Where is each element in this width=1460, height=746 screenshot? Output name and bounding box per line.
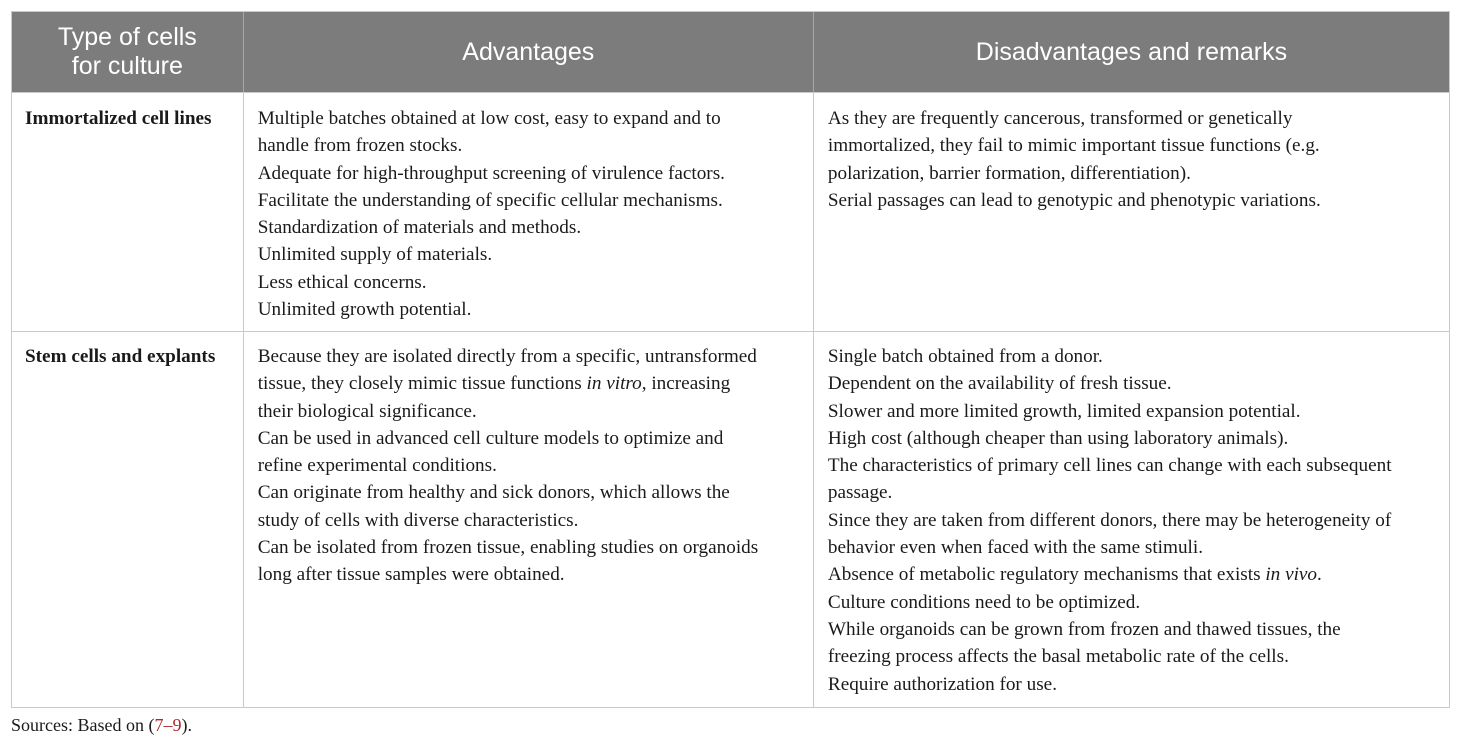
table-row	[12, 331, 1449, 707]
cell-text-line: long after tissue samples were obtained.	[257, 564, 565, 586]
cell-text-line: study of cells with diverse characteristics.	[257, 509, 579, 531]
cell-text-line: Adequate for high-throughput screening of virulence factors.	[257, 162, 725, 184]
cell-text-line: behavior even when faced with the same stimuli.	[827, 537, 1203, 559]
cell-disadvantages	[814, 93, 1449, 331]
cell-text-line: Can be used in advanced cell culture models to optimize and	[257, 427, 724, 449]
cell-text-line: Dependent on the availability of fresh tissue.	[827, 373, 1172, 395]
table-footnote	[11, 713, 192, 737]
cell-text-line: Unlimited growth potential.	[257, 299, 472, 321]
cell-text-line: Can be isolated from frozen tissue, enabling studies on organoids	[257, 537, 759, 559]
comparison-table	[11, 11, 1450, 708]
footnote-suffix: ).	[181, 715, 192, 735]
header-type-of-cells	[12, 12, 244, 92]
cell-text-line: Require authorization for use.	[827, 673, 1057, 695]
cell-text-line: While organoids can be grown from frozen and thawed tissues, the	[827, 618, 1341, 640]
cell-text-line: Since they are taken from different donors, there may be heterogeneity of	[827, 509, 1392, 531]
cell-text-line: Unlimited supply of materials.	[257, 244, 493, 266]
header-advantages: Advantages	[244, 12, 814, 92]
cell-disadvantages	[814, 332, 1449, 707]
cell-text-line: Standardization of materials and methods.	[257, 217, 582, 239]
header-type-line: for culture	[71, 52, 183, 80]
cell-text-line: Because they are isolated directly from a specific, untransformed	[257, 346, 757, 367]
cell-advantages	[244, 332, 814, 707]
cell-type: Immortalized cell lines	[12, 93, 244, 331]
cell-text-line: Absence of metabolic regulatory mechanisms that exists in vivo.	[827, 564, 1322, 586]
cell-text-line: As they are frequently cancerous, transformed or genetically	[827, 108, 1293, 129]
cell-text-line: Single batch obtained from a donor.	[827, 346, 1103, 367]
cell-advantages	[244, 93, 814, 331]
cell-text-line: refine experimental conditions.	[257, 455, 497, 477]
footnote-prefix: Sources: Based on (	[11, 715, 155, 735]
cell-text-line: handle from frozen stocks.	[257, 135, 463, 157]
cell-text-line: immortalized, they fail to mimic important tissue functions (e.g.	[827, 135, 1320, 157]
reference-link[interactable]: 7–9	[154, 715, 182, 735]
cell-text-line: Less ethical concerns.	[257, 271, 427, 293]
cell-type: Stem cells and explants	[12, 332, 244, 707]
cell-text-line: Slower and more limited growth, limited expansion potential.	[827, 400, 1301, 422]
cell-text-line: Culture conditions need to be optimized.	[827, 591, 1141, 613]
cell-text-line: passage.	[827, 482, 893, 504]
table-header-row	[12, 12, 1449, 92]
italic-term: in vitro	[586, 373, 642, 395]
cell-text-line: High cost (although cheaper than using laboratory animals).	[827, 427, 1289, 449]
cell-text-line: Serial passages can lead to genotypic and phenotypic variations.	[827, 189, 1321, 211]
italic-term: in vivo	[1265, 564, 1318, 586]
cell-text-line: polarization, barrier formation, differentiation).	[827, 162, 1191, 184]
table-row	[12, 92, 1449, 331]
cell-text-line: Can originate from healthy and sick donors, which allows the	[257, 482, 730, 504]
header-type-line: Type of cells	[57, 23, 197, 51]
cell-text-line: The characteristics of primary cell lines can change with each subsequent	[827, 455, 1392, 477]
header-disadvantages: Disadvantages and remarks	[975, 37, 1288, 66]
cell-text-line: Facilitate the understanding of specific cellular mechanisms.	[257, 189, 723, 211]
cell-text-line: tissue, they closely mimic tissue functions in vitro, increasing	[257, 373, 731, 395]
cell-text-line: their biological significance.	[257, 400, 477, 422]
cell-text-line: freezing process affects the basal metabolic rate of the cells.	[827, 646, 1289, 668]
cell-text-line: Multiple batches obtained at low cost, easy to expand and to	[257, 108, 721, 129]
